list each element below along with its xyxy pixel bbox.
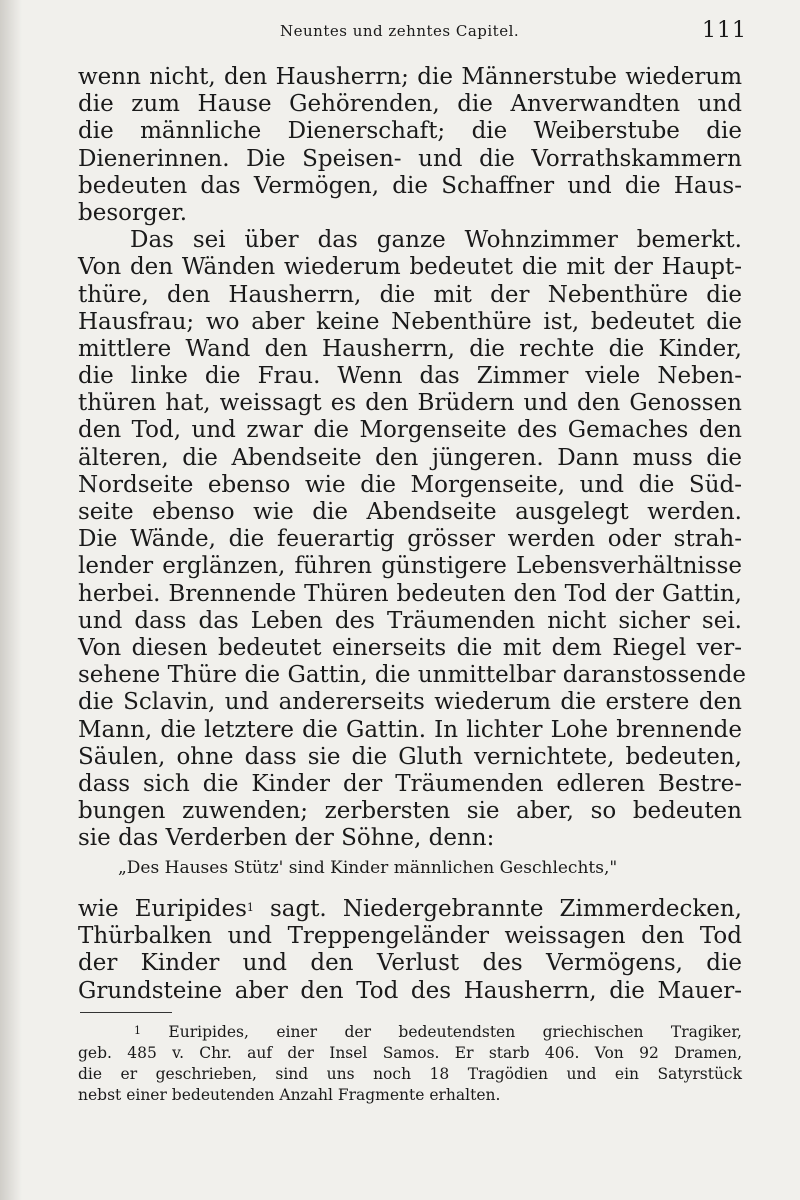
text-fragment: wie Euripides bbox=[78, 896, 247, 922]
page-header bbox=[0, 18, 800, 48]
text-line: älteren, die Abendseite den jüngeren. Dann muss die bbox=[78, 444, 742, 471]
text-line: Von diesen bedeutet einerseits die mit dem Riegel ver- bbox=[78, 634, 742, 661]
footnotes bbox=[78, 1022, 742, 1106]
footnote-line: die er geschrieben, sind uns noch 18 Tragödien und ein Satyrstück bbox=[78, 1065, 742, 1083]
footnote-text: Euripides, einer der bedeutendsten griechischen Tragiker, bbox=[168, 1023, 742, 1041]
text-line: die linke die Frau. Wenn das Zimmer viele Neben- bbox=[78, 363, 742, 390]
footnote-line: geb. 485 v. Chr. auf der Insel Samos. Er starb 406. Von 92 Dramen, bbox=[78, 1044, 742, 1062]
text-line: Das sei über das ganze Wohnzimmer bemerkt. bbox=[130, 227, 742, 254]
text-line: wenn nicht, den Hausherrn; die Männerstube wiederum bbox=[78, 64, 742, 90]
verse-quote: „Des Hauses Stütz' sind Kinder männlichen Geschlechts," bbox=[118, 858, 618, 878]
text-line: bungen zuwenden; zerbersten sie aber, so bedeuten bbox=[78, 798, 742, 825]
main-text bbox=[78, 64, 747, 852]
text-fragment: sagt. Niedergebrannte Zimmerdecken, bbox=[253, 896, 742, 922]
text-line: sehene Thüre die Gattin, die unmittelbar daranstossende bbox=[78, 662, 747, 689]
running-head: Neuntes und zehntes Capitel. bbox=[280, 22, 520, 40]
text-line: Dienerinnen. Die Speisen- und die Vorrathskammern bbox=[78, 145, 742, 172]
text-line: die männliche Dienerschaft; die Weiberstube die bbox=[78, 118, 742, 145]
page-edge-shadow bbox=[0, 0, 22, 1200]
text-line: sie das Verderben der Söhne, denn: bbox=[78, 825, 495, 852]
text-line: Die Wände, die feuerartig grösser werden oder strah- bbox=[78, 526, 742, 553]
text-line: bedeuten das Vermögen, die Schaffner und die Haus- bbox=[78, 172, 742, 199]
text-line: dass sich die Kinder der Träumenden edleren Bestre- bbox=[78, 770, 742, 797]
footnote-marker: 1 bbox=[134, 1024, 141, 1037]
footnote-divider bbox=[80, 1012, 172, 1013]
text-line: Thürbalken und Treppengeländer weissagen den Tod bbox=[78, 923, 742, 950]
text-line-with-footnote-ref bbox=[78, 896, 742, 923]
page-number: 111 bbox=[702, 18, 747, 43]
text-line: thüren hat, weissagt es den Brüdern und den Genossen bbox=[78, 390, 742, 417]
text-line: mittlere Wand den Hausherrn, die rechte die Kinder, bbox=[78, 335, 742, 362]
text-line: seite ebenso wie die Abendseite ausgelegt werden. bbox=[78, 499, 742, 525]
text-line: und dass das Leben des Träumenden nicht sicher sei. bbox=[78, 607, 742, 634]
text-line: Mann, die letztere die Gattin. In lichter Lohe brennende bbox=[78, 716, 742, 743]
text-line: die Sclavin, und andererseits wiederum die erstere den bbox=[78, 689, 742, 716]
text-line: Säulen, ohne dass sie die Gluth vernichtete, bedeuten, bbox=[78, 743, 742, 770]
text-line: Von den Wänden wiederum bedeutet die mit der Haupt- bbox=[78, 254, 742, 281]
footnote-reference: 1 bbox=[246, 901, 254, 914]
text-line: lender erglänzen, führen günstigere Lebensverhältnisse bbox=[78, 553, 742, 580]
text-line: Hausfrau; wo aber keine Nebenthüre ist, bedeutet die bbox=[78, 308, 742, 335]
footnote-line bbox=[78, 1022, 742, 1043]
text-line: besorger. bbox=[78, 199, 188, 226]
footnote-line: nebst einer bedeutenden Anzahl Fragmente erhalten. bbox=[78, 1086, 501, 1104]
text-line: Nordseite ebenso wie die Morgenseite, und die Süd- bbox=[78, 471, 742, 498]
text-line: der Kinder und den Verlust des Vermögens, die bbox=[78, 950, 742, 977]
text-line: thüre, den Hausherrn, die mit der Nebenthüre die bbox=[78, 281, 742, 308]
text-line: Grundsteine aber den Tod des Hausherrn, die Mauer- bbox=[78, 977, 742, 1004]
text-line: den Tod, und zwar die Morgenseite des Gemaches den bbox=[78, 417, 742, 444]
text-line: die zum Hause Gehörenden, die Anverwandten und bbox=[78, 91, 742, 118]
text-line: herbei. Brennende Thüren bedeuten den Tod der Gattin, bbox=[78, 580, 742, 607]
main-text-continued bbox=[78, 896, 742, 1005]
